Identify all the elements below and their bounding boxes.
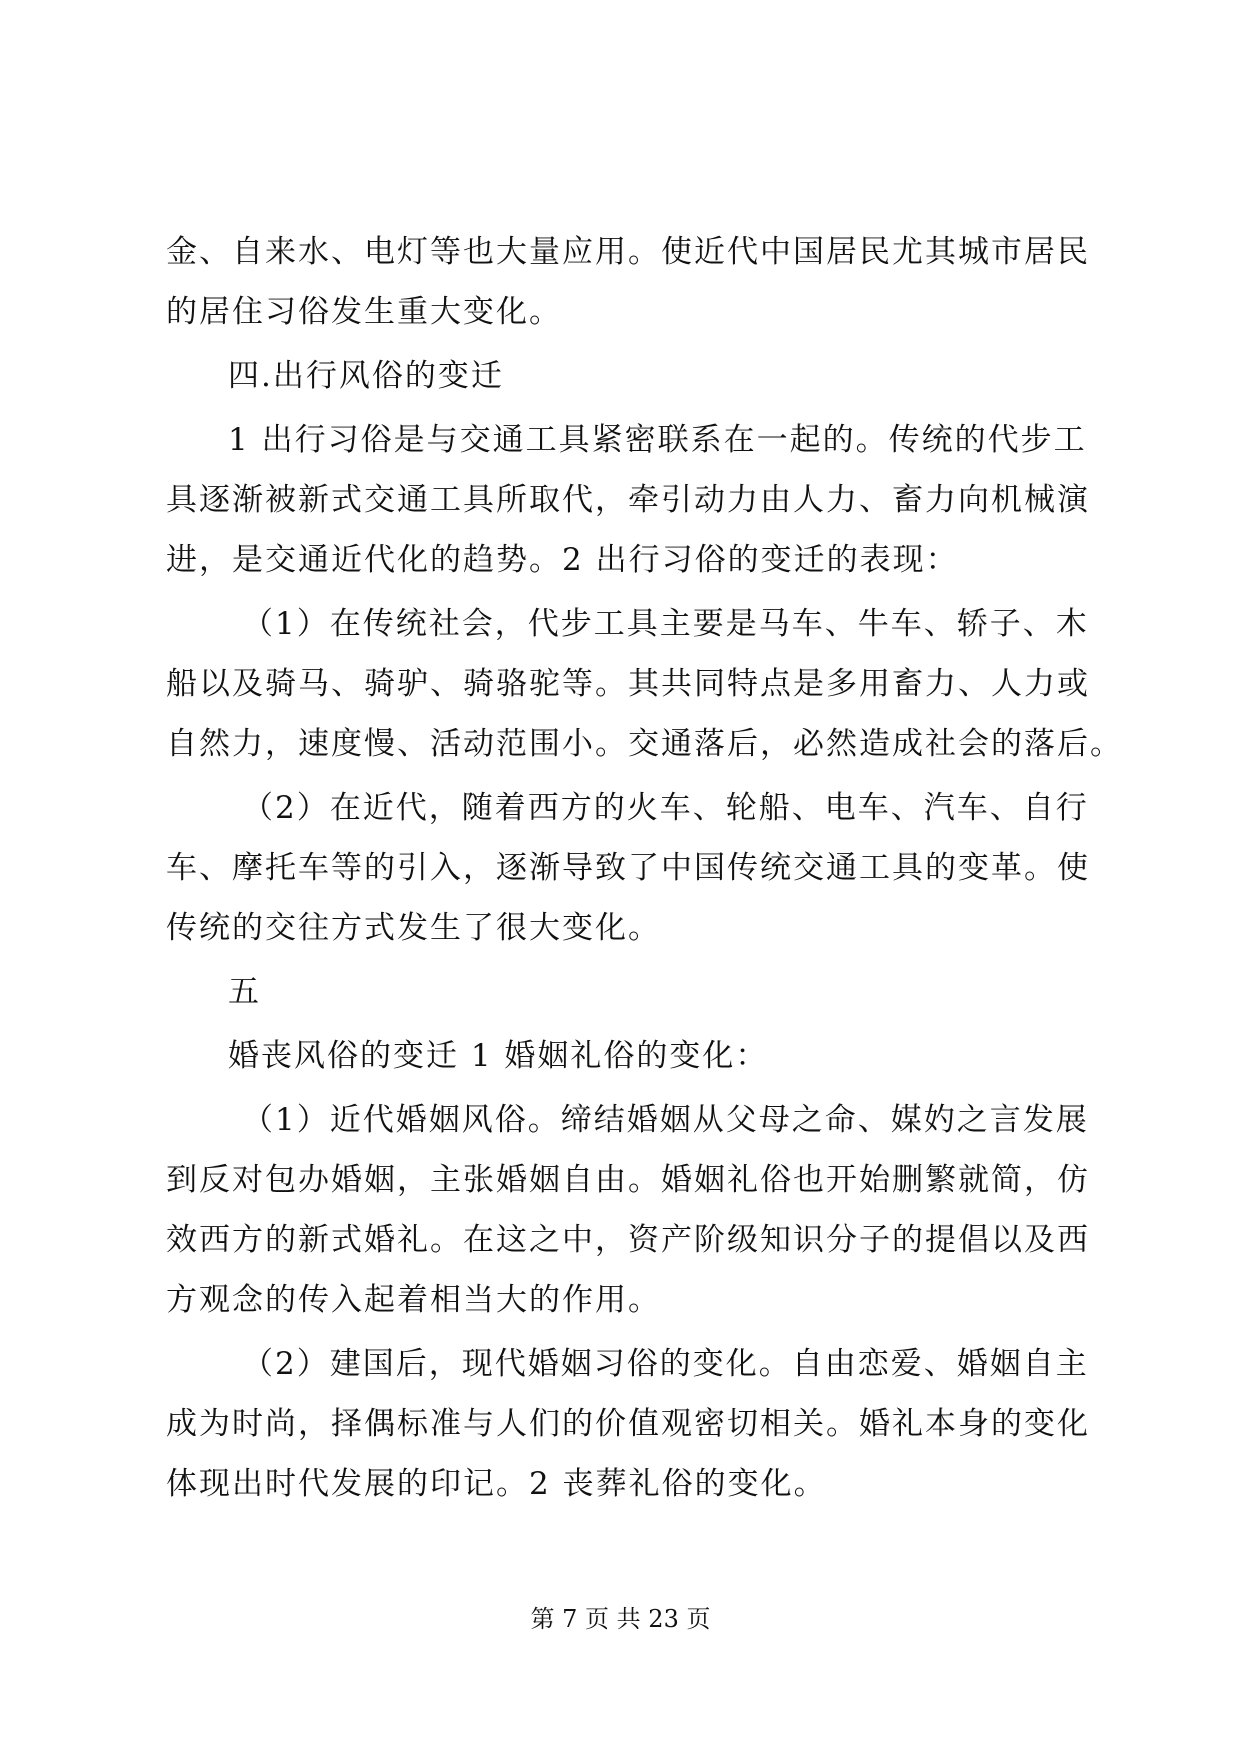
text-line: 船以及骑马、骑驴、骑骆驼等。其共同特点是多用畜力、人力或 — [166, 666, 1090, 702]
text-line: 婚丧风俗的变迁 1 婚姻礼俗的变化： — [228, 1038, 769, 1074]
body-text — [166, 222, 1123, 1514]
page-footer: 第 7 页 共 23 页 — [530, 1605, 711, 1633]
text-line: 1 出行习俗是与交通工具紧密联系在一起的。传统的代步工 — [228, 422, 1087, 458]
text-line: 自然力，速度慢、活动范围小。交通落后，必然造成社会的落后。 — [166, 726, 1123, 762]
text-line: （2）在近代，随着西方的火车、轮船、电车、汽车、自行 — [242, 790, 1089, 826]
text-line: 方观念的传入起着相当大的作用。 — [166, 1282, 661, 1318]
text-line: （1）在传统社会，代步工具主要是马车、牛车、轿子、木 — [242, 606, 1089, 642]
section-heading: 五 — [228, 974, 261, 1010]
text-line: （2）建国后，现代婚姻习俗的变化。自由恋爱、婚姻自主 — [242, 1346, 1089, 1382]
text-line: 效西方的新式婚礼。在这之中，资产阶级知识分子的提倡以及西 — [166, 1222, 1090, 1258]
text-line: 具逐渐被新式交通工具所取代，牵引动力由人力、畜力向机械演 — [166, 482, 1090, 518]
section-heading: 四.出行风俗的变迁 — [228, 358, 504, 394]
text-line: 体现出时代发展的印记。2 丧葬礼俗的变化。 — [166, 1466, 827, 1502]
text-line: （1）近代婚姻风俗。缔结婚姻从父母之命、媒妁之言发展 — [242, 1102, 1089, 1138]
text-line: 车、摩托车等的引入，逐渐导致了中国传统交通工具的变革。使 — [166, 850, 1090, 886]
text-line: 进，是交通近代化的趋势。2 出行习俗的变迁的表现： — [166, 542, 959, 578]
text-line: 成为时尚，择偶标准与人们的价值观密切相关。婚礼本身的变化 — [166, 1406, 1090, 1442]
text-line: 金、自来水、电灯等也大量应用。使近代中国居民尤其城市居民 — [166, 234, 1090, 270]
text-line: 的居住习俗发生重大变化。 — [166, 294, 562, 330]
text-line: 到反对包办婚姻，主张婚姻自由。婚姻礼俗也开始删繁就简，仿 — [166, 1162, 1090, 1198]
text-line: 传统的交往方式发生了很大变化。 — [166, 910, 661, 946]
